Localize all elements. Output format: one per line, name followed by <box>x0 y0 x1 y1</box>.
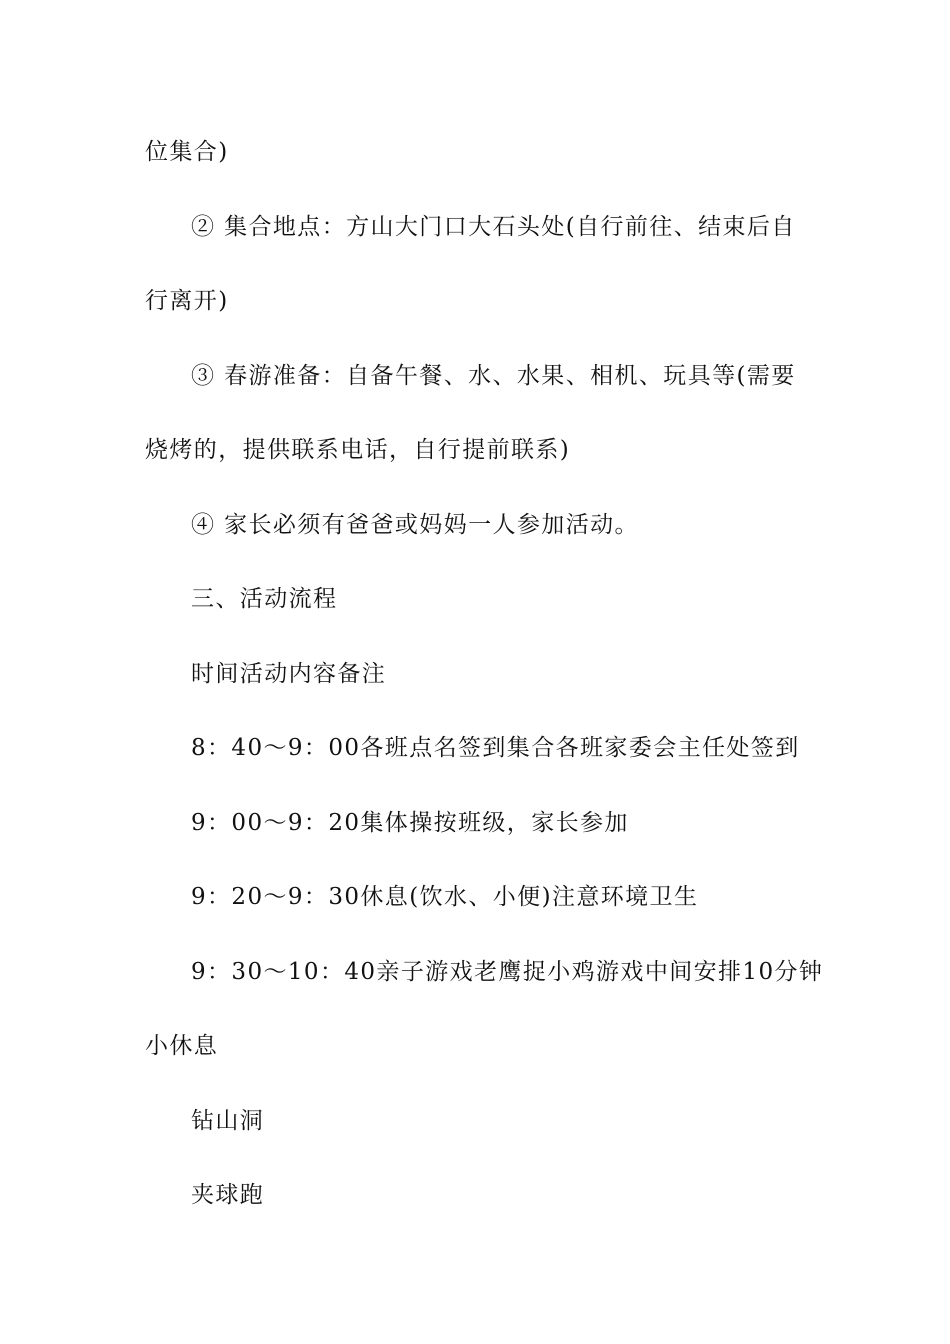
list-item-meeting-place: ② 集合地点：方山大门口大石头处(自行前往、结束后自 <box>191 214 796 240</box>
text-line: 烧烤的，提供联系电话，自行提前联系) <box>145 437 571 463</box>
schedule-header: 时间活动内容备注 <box>191 661 387 687</box>
schedule-row: 9：20～9：30休息(饮水、小便)注意环境卫生 <box>191 884 699 910</box>
text-line: 行离开) <box>145 288 229 314</box>
game-item: 夹球跑 <box>191 1182 265 1208</box>
schedule-row: 9：00～9：20集体操按班级，家长参加 <box>191 810 629 836</box>
game-item: 钻山洞 <box>191 1108 265 1134</box>
text-line: 小休息 <box>145 1033 219 1059</box>
text-line: 位集合) <box>145 139 229 165</box>
schedule-row: 8：40～9：00各班点名签到集合各班家委会主任处签到 <box>191 735 800 761</box>
list-item-parents: ④ 家长必须有爸爸或妈妈一人参加活动。 <box>191 512 639 538</box>
schedule-row: 9：30～10：40亲子游戏老鹰捉小鸡游戏中间安排10分钟 <box>191 959 824 985</box>
list-item-preparation: ③ 春游准备：自备午餐、水、水果、相机、玩具等(需要 <box>191 363 796 389</box>
section-heading: 三、活动流程 <box>191 586 338 612</box>
